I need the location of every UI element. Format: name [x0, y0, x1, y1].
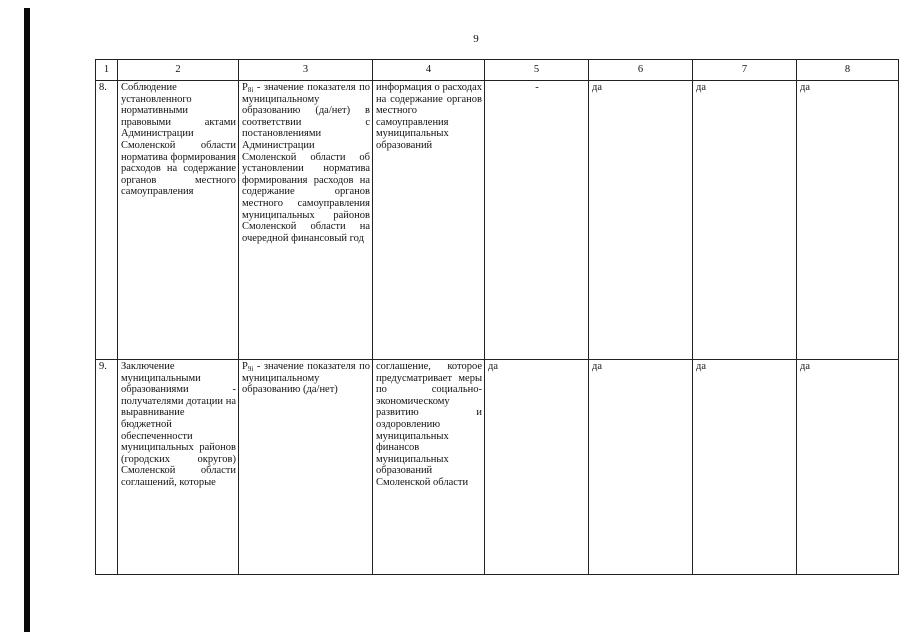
scan-edge-bar: [24, 8, 30, 632]
calc-subscript: 9i: [247, 365, 254, 373]
calc-symbol: P: [242, 361, 248, 372]
calculation-description: [239, 360, 373, 575]
col5-value: -: [485, 81, 589, 360]
header-cell-3: 3: [239, 60, 373, 81]
row-number: 9.: [96, 360, 118, 575]
col5-value: да: [485, 360, 589, 575]
data-source: соглашение, которое предусматривает меры по социально-экономическому развитию и оздоровлению муниципальных финансов муниципальных образований Смоленской области: [373, 360, 485, 575]
calc-text: - значение показателя по муниципальному образованию (да/нет): [242, 361, 370, 396]
indicators-table: [95, 59, 899, 575]
data-source: информация о расходах на содержание органов местного самоуправления муниципальных образований: [373, 81, 485, 360]
page-number: 9: [473, 33, 479, 45]
col7-value: да: [693, 360, 797, 575]
col8-value: да: [797, 360, 899, 575]
calc-text: - значение показателя по муниципальному образованию (да/нет) в соответствии с постановлениями Администрации Смоленской области об установлении норматива формирования расходов на содержание органов местного самоуправления муниципальных районов Смоленской области на очередной финансовый год: [242, 82, 370, 244]
calculation-description: [239, 81, 373, 360]
header-cell-6: 6: [589, 60, 693, 81]
col6-value: да: [589, 81, 693, 360]
row-number: 8.: [96, 81, 118, 360]
table-row: [96, 360, 899, 575]
calc-subscript: 8i: [247, 86, 254, 94]
indicator-name: Заключение муниципальными образованиями - получателями дотации на выравнивание бюджетной обеспеченности муниципальных районов (городских округов) Смоленской области соглашений, которые: [118, 360, 239, 575]
col8-value: да: [797, 81, 899, 360]
calc-symbol: P: [242, 82, 248, 93]
header-cell-5: 5: [485, 60, 589, 81]
table-header-row: [96, 60, 899, 81]
header-cell-2: 2: [118, 60, 239, 81]
header-cell-1: 1: [96, 60, 118, 81]
table-row: [96, 81, 899, 360]
header-cell-4: 4: [373, 60, 485, 81]
header-cell-8: 8: [797, 60, 899, 81]
header-cell-7: 7: [693, 60, 797, 81]
col7-value: да: [693, 81, 797, 360]
col6-value: да: [589, 360, 693, 575]
indicator-name: Соблюдение установленного нормативными правовыми актами Администрации Смоленской области норматива формирования расходов на содержание органов местного самоуправления: [118, 81, 239, 360]
